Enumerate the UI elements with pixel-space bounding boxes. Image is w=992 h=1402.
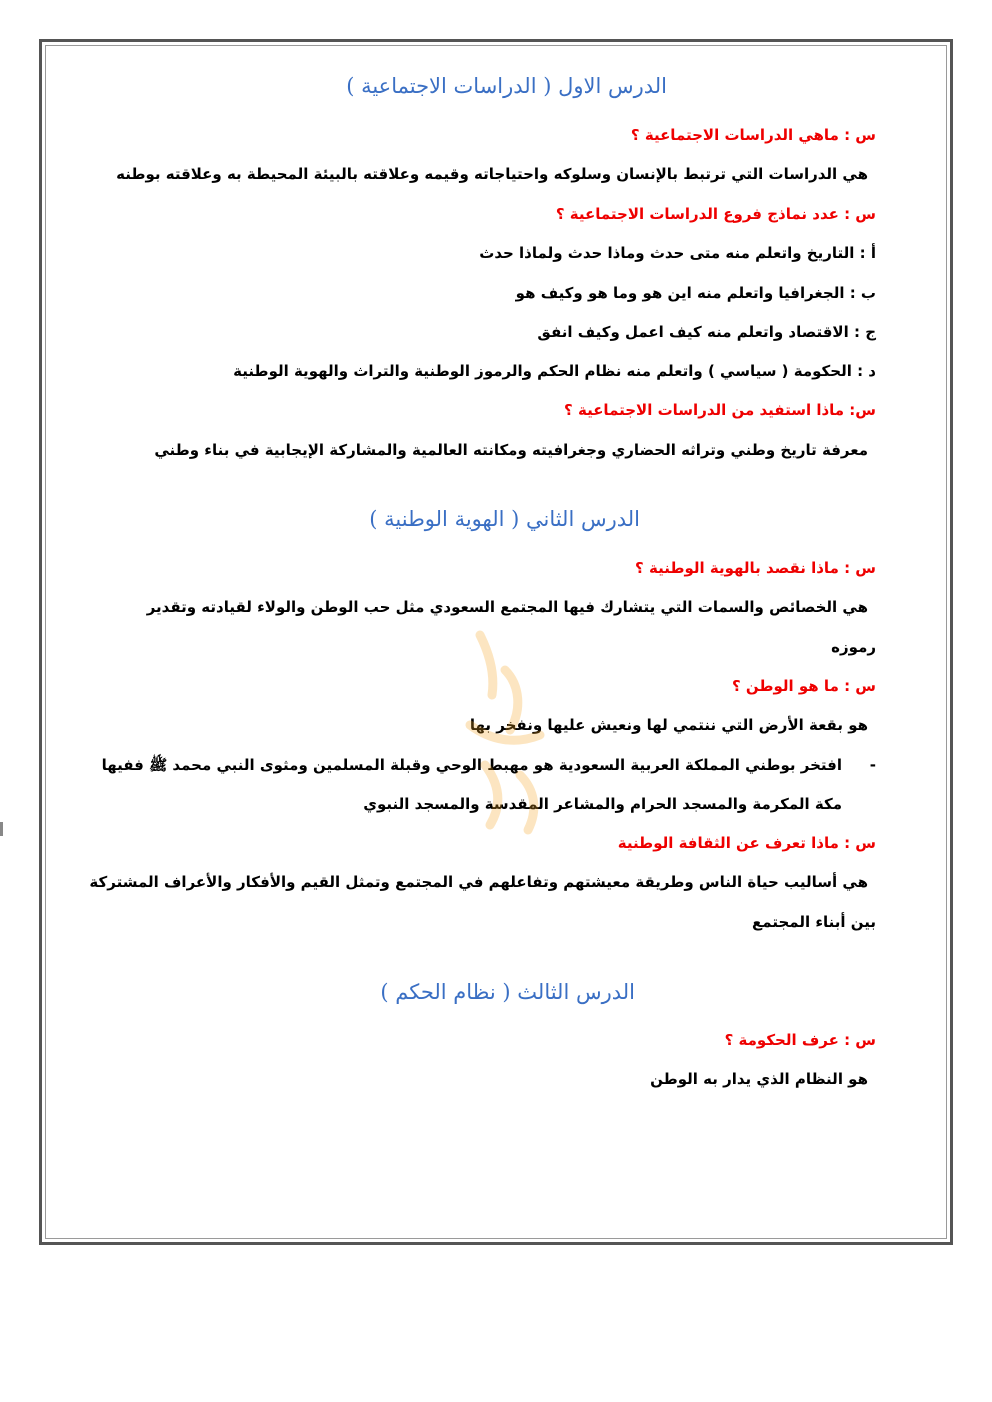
- lesson1-question-1: س : ماهي الدراسات الاجتماعية ؟: [630, 126, 876, 144]
- lesson1-branch-item: ب : الجغرافيا واتعلم منه اين هو وما هو وكيف هو: [515, 284, 876, 302]
- lesson1-question-2: س : عدد نماذج فروع الدراسات الاجتماعية ؟: [555, 205, 876, 223]
- lesson2-title: الدرس الثاني ( الهوية الوطنية ): [369, 507, 640, 531]
- lesson3-question-1: س : عرف الحكومة ؟: [724, 1031, 876, 1049]
- lesson1-title: الدرس الاول ( الدراسات الاجتماعية ): [346, 74, 667, 98]
- lesson2-answer-3-line2: بين أبناء المجتمع: [752, 913, 876, 931]
- lesson2-answer-1-line1: هي الخصائص والسمات التي يتشارك فيها المجتمع السعودي مثل حب الوطن والولاء لقيادته وتقدير: [146, 598, 868, 616]
- lesson2-question-3: س : ماذا تعرف عن الثقافة الوطنية: [617, 834, 876, 852]
- lesson1-question-3: س: ماذا استفيد من الدراسات الاجتماعية ؟: [564, 401, 876, 419]
- edge-mark: [0, 822, 3, 836]
- lesson2-answer-1-line2: رموزه: [831, 638, 876, 656]
- lesson2-bullet-line2: مكة المكرمة والمسجد الحرام والمشاعر المقدسة والمسجد النبوي: [363, 795, 842, 813]
- lesson2-question-1: س : ماذا نقصد بالهوية الوطنية ؟: [635, 559, 876, 577]
- lesson2-bullet-line1: افتخر بوطني المملكة العربية السعودية هو مهبط الوحي وقبلة المسلمين ومثوى النبي محمد ﷺ ففيها: [101, 756, 842, 774]
- bullet-dash: -: [869, 756, 876, 774]
- lesson1-branch-item: أ : التاريخ واتعلم منه متى حدث وماذا حدث ولماذا حدث: [479, 244, 876, 262]
- lesson1-branch-item: د : الحكومة ( سياسي ) واتعلم منه نظام الحكم والرموز الوطنية والتراث والهوية الوطنية: [233, 362, 876, 380]
- lesson1-answer-3: معرفة تاريخ وطني وتراثه الحضاري وجغرافيته ومكانته العالمية والمشاركة الإيجابية في بناء وطني: [154, 441, 868, 459]
- lesson3-answer-1: هو النظام الذي يدار به الوطن: [650, 1070, 868, 1088]
- lesson3-title: الدرس الثالث ( نظام الحكم ): [380, 980, 635, 1004]
- lesson1-answer-1: هي الدراسات التي ترتبط بالإنسان وسلوكه واحتياجاته وقيمه وعلاقته بالبيئة المحيطة به وعلاقته بوطنه: [116, 165, 868, 183]
- lesson1-branch-item: ج : الاقتصاد واتعلم منه كيف اعمل وكيف انفق: [537, 323, 876, 341]
- lesson2-answer-3-line1: هي أساليب حياة الناس وطريقة معيشتهم وتفاعلهم في المجتمع وتمثل القيم والأفكار والأعراف المشتركة: [89, 873, 868, 891]
- lesson2-answer-2: هو بقعة الأرض التي ننتمي لها ونعيش عليها ونفخر بها: [469, 716, 868, 734]
- lesson2-question-2: س : ما هو الوطن ؟: [731, 677, 876, 695]
